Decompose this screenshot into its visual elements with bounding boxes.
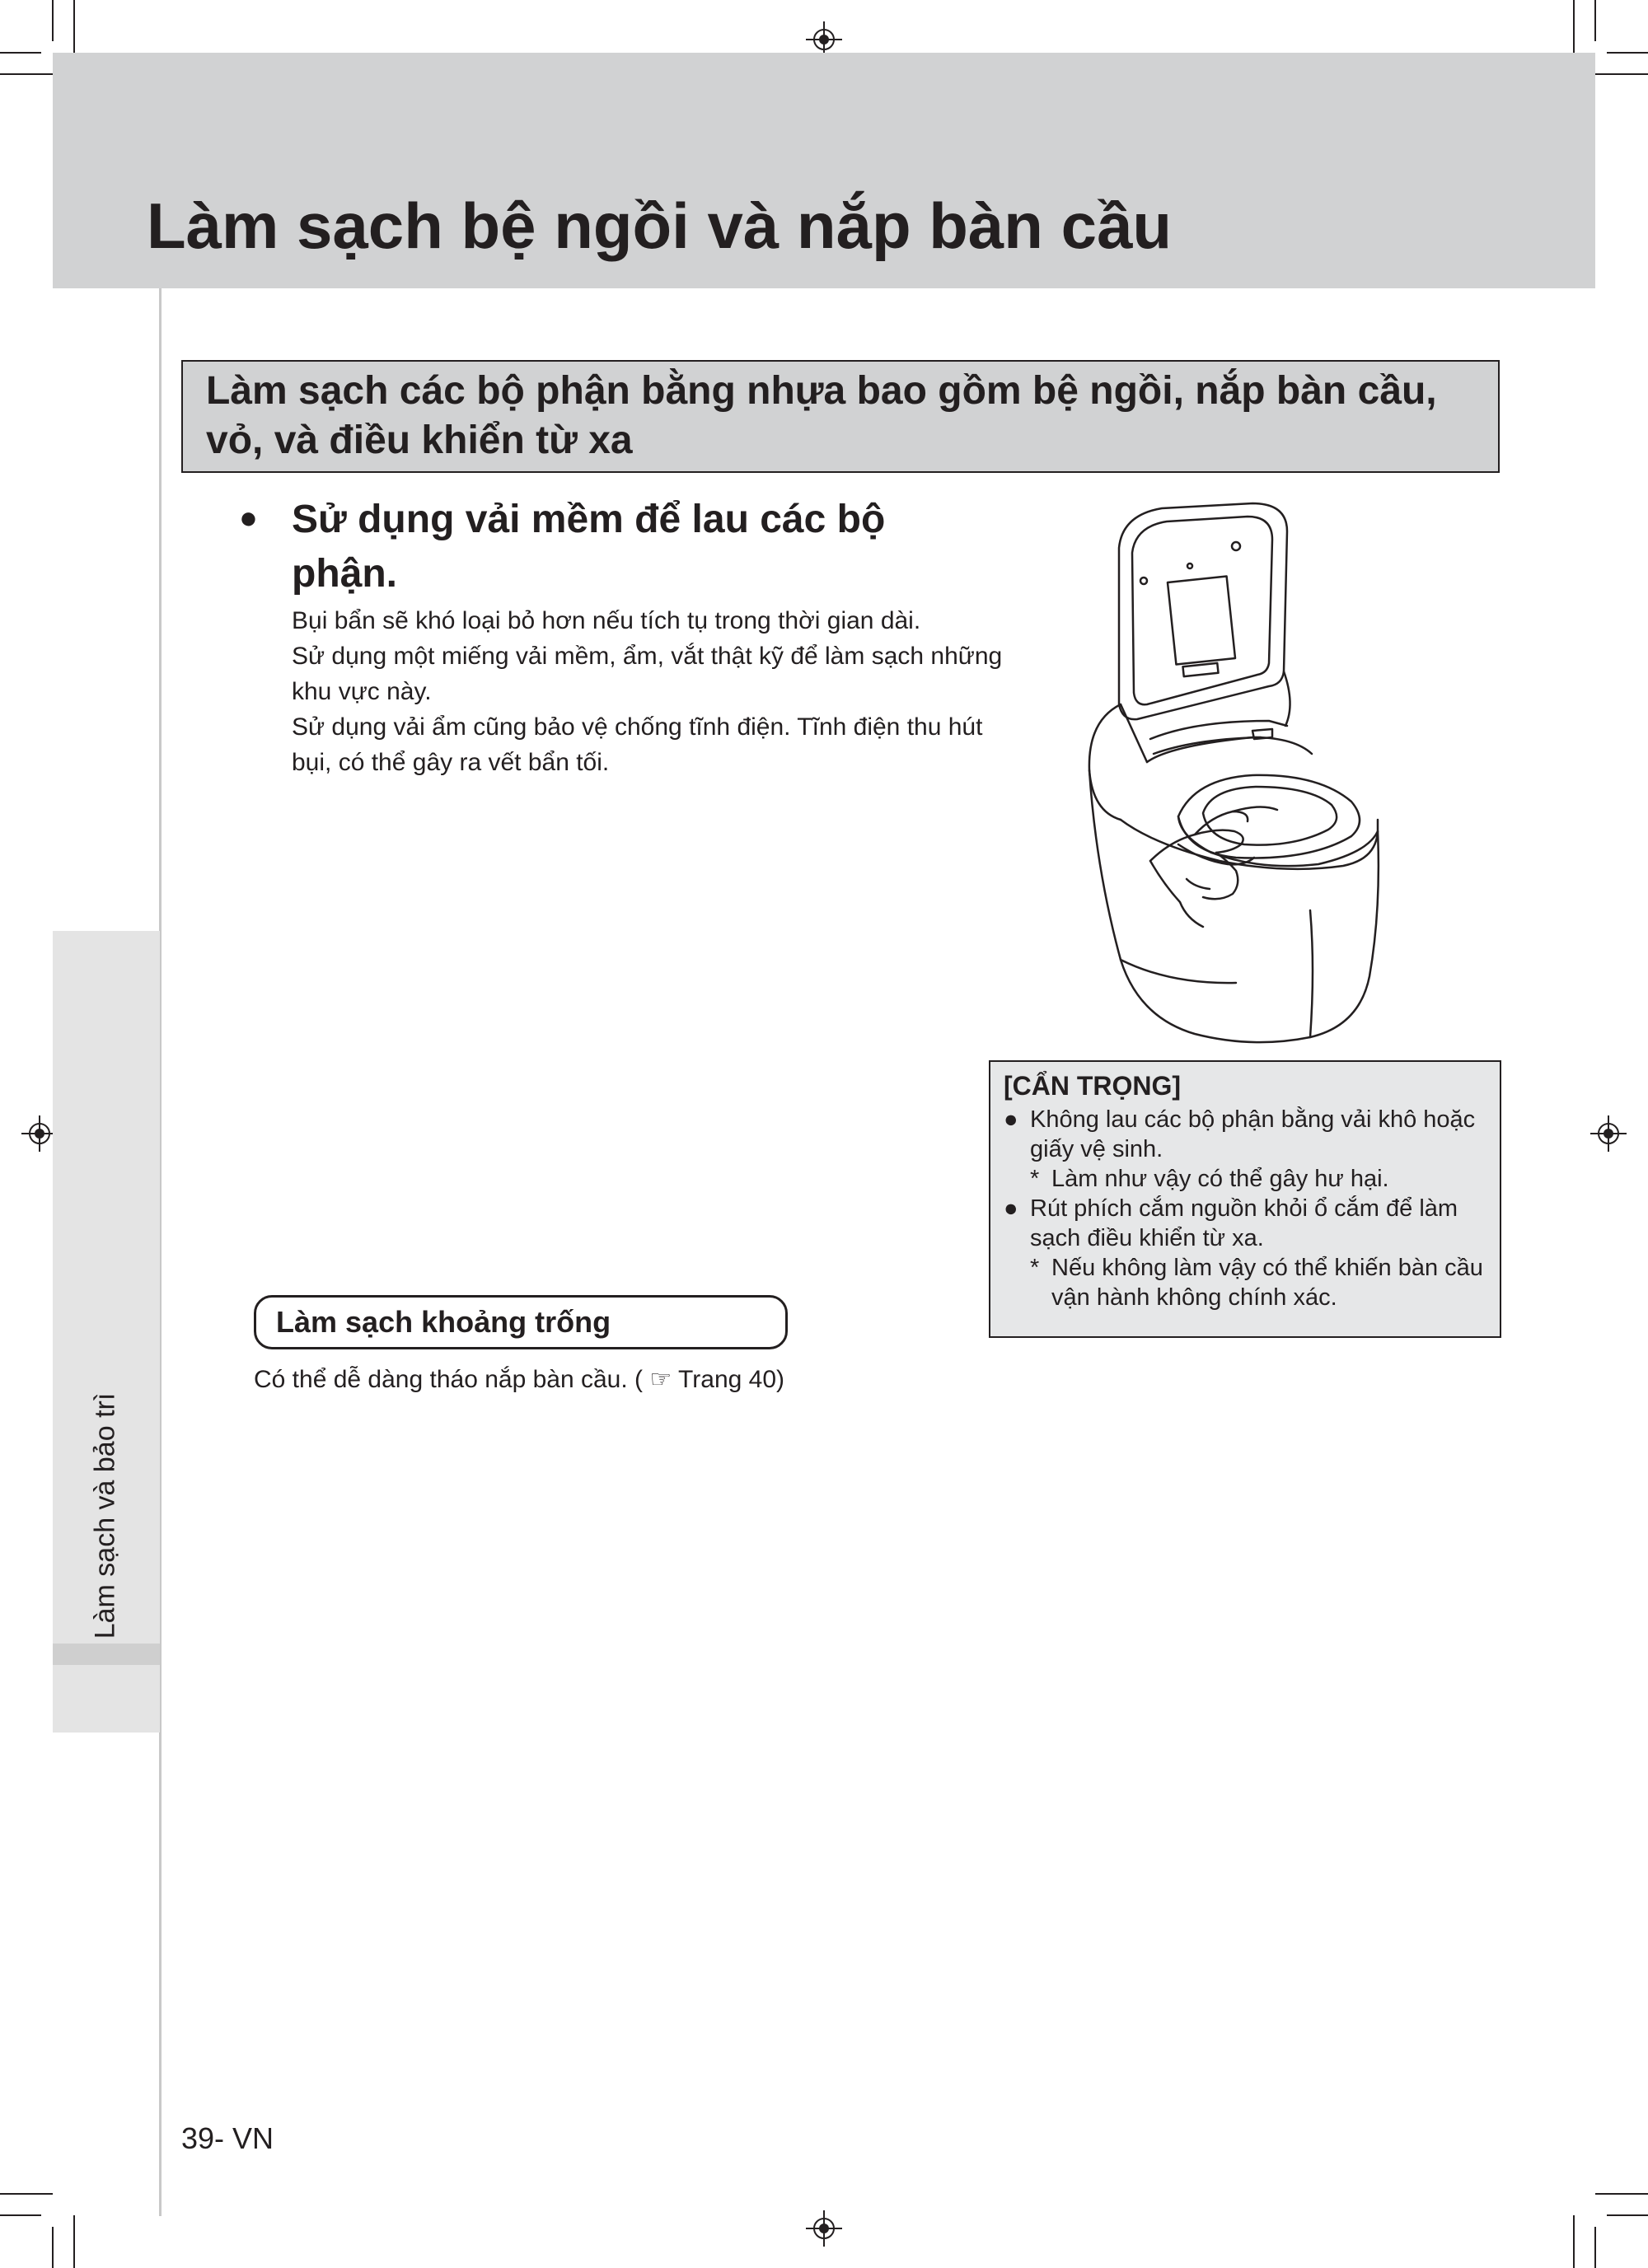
caution-item bbox=[1004, 1194, 1486, 1253]
body-text bbox=[292, 603, 1017, 780]
caution-note-text: Làm như vậy có thể gây hư hại. bbox=[1051, 1166, 1389, 1192]
bullet-title: Sử dụng vải mềm để lau các bộ phận. bbox=[292, 498, 886, 596]
caution-note bbox=[1004, 1253, 1486, 1312]
side-tab-marker bbox=[53, 1644, 160, 1665]
section-heading: Làm sạch các bộ phận bằng nhựa bao gồm bệ ngồi, nắp bàn cầu, vỏ, và điều khiển từ xa bbox=[206, 369, 1437, 462]
body-paragraph: Sử dụng một miếng vải mềm, ẩm, vắt thật kỹ để làm sạch những khu vực này. bbox=[292, 643, 1003, 705]
caution-note-mark: * bbox=[1030, 1166, 1040, 1192]
gap-cleaning-text: Có thể dễ dàng tháo nắp bàn cầu. ( ☞ Trang 40) bbox=[254, 1366, 785, 1393]
bullet-marker: ● bbox=[239, 501, 258, 535]
caution-note-text: Nếu không làm vậy có thể khiến bàn cầu vận hành không chính xác. bbox=[1051, 1255, 1483, 1311]
page-number: 39- VN bbox=[181, 2121, 274, 2155]
registration-mark-icon bbox=[806, 2210, 842, 2247]
caution-item-text: Không lau các bộ phận bằng vải khô hoặc giấy vệ sinh. bbox=[1030, 1106, 1476, 1162]
caution-box bbox=[989, 1060, 1501, 1338]
side-tab-label: Làm sạch và bảo trì bbox=[89, 1392, 121, 1639]
toilet-cleaning-illustration bbox=[1071, 498, 1417, 1046]
body-paragraph: Sử dụng vải ẩm cũng bảo vệ chống tĩnh điện. Tĩnh điện thu hút bụi, có thể gây ra vết bẩn tối. bbox=[292, 713, 983, 776]
gap-cleaning-heading-box bbox=[254, 1295, 788, 1349]
gap-cleaning-heading: Làm sạch khoảng trống bbox=[276, 1305, 611, 1339]
caution-note-mark: * bbox=[1030, 1255, 1040, 1281]
caution-bullet: ● bbox=[1004, 1195, 1018, 1222]
caution-item bbox=[1004, 1105, 1486, 1164]
registration-mark-icon bbox=[1590, 1115, 1627, 1152]
caution-note bbox=[1004, 1164, 1486, 1194]
page-title: Làm sạch bệ ngồi và nắp bàn cầu bbox=[147, 189, 1173, 262]
section-heading-box bbox=[181, 360, 1500, 473]
caution-title: [CẨN TRỌNG] bbox=[1004, 1071, 1182, 1101]
body-paragraph: Bụi bẩn sẽ khó loại bỏ hơn nếu tích tụ trong thời gian dài. bbox=[292, 607, 921, 634]
caution-bullet: ● bbox=[1004, 1106, 1018, 1133]
caution-item-text: Rút phích cắm nguồn khỏi ổ cắm để làm sạch điều khiển từ xa. bbox=[1030, 1195, 1458, 1251]
